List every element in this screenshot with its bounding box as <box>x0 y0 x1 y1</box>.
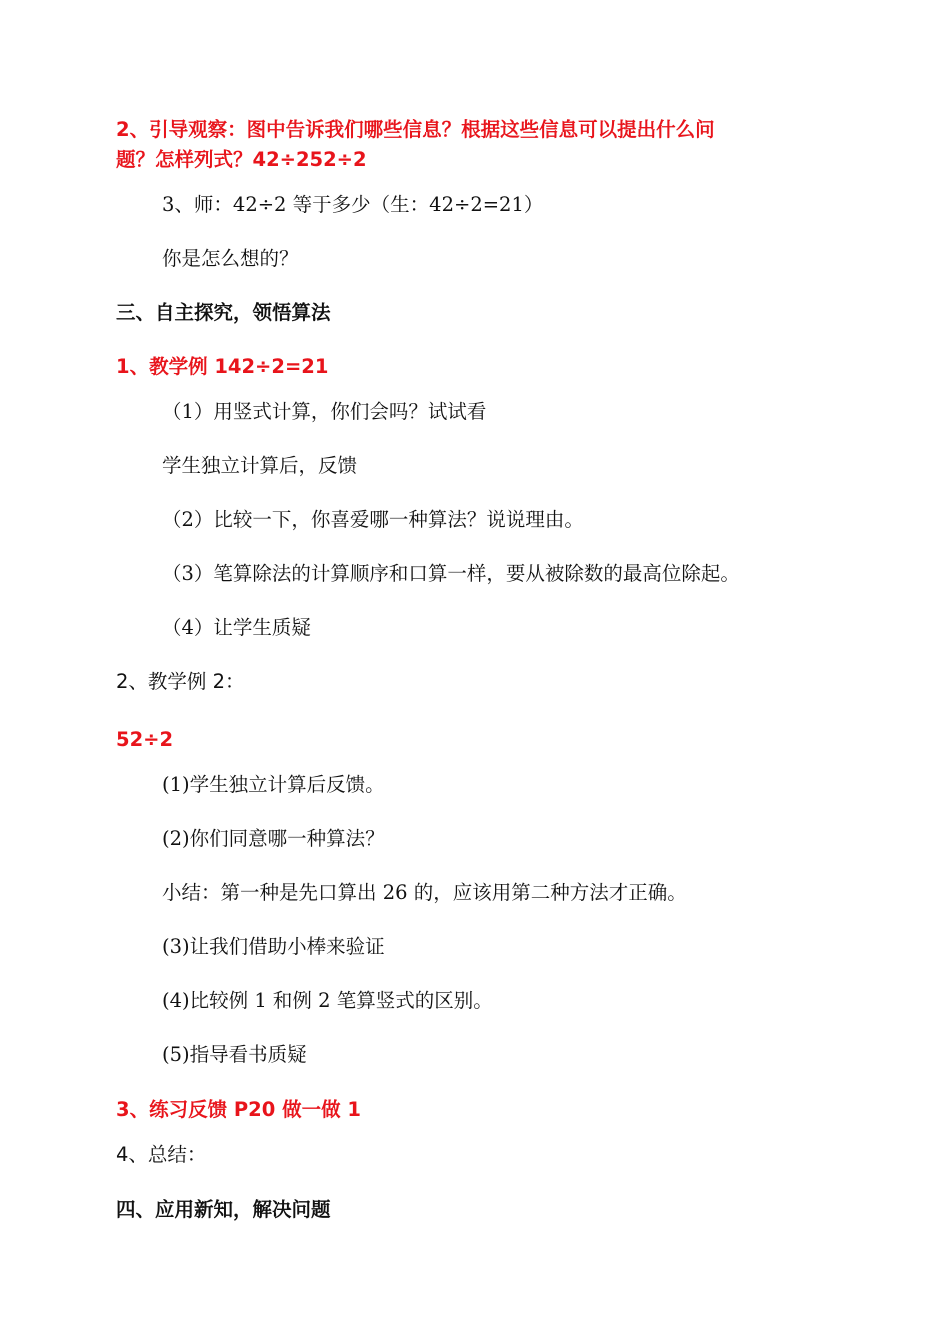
sub-item-4-compare-examples: (4)比较例 1 和例 2 笔算竖式的区别。 <box>162 989 493 1012</box>
item-2-compare: （2）比较一下，你喜爱哪一种算法？说说理由。 <box>162 508 584 531</box>
teach-example-2-heading: 2、教学例 2： <box>116 670 245 693</box>
sub-item-1-feedback: (1)学生独立计算后反馈。 <box>162 773 385 796</box>
sub-item-5-read-book: (5)指导看书质疑 <box>162 1043 307 1066</box>
teach-example-1-heading: 1、教学例 142÷2=21 <box>116 355 329 378</box>
step-2-guide-observation-line-2: 题？怎样列式？42÷252÷2 <box>116 148 367 171</box>
example-2-expression: 52÷2 <box>116 728 174 751</box>
item-3-division-order: （3）笔算除法的计算顺序和口算一样，要从被除数的最高位除起。 <box>162 562 740 585</box>
item-1-vertical-calculation: （1）用竖式计算，你们会吗？试试看 <box>162 400 487 423</box>
students-calculate-feedback: 学生独立计算后，反馈 <box>162 454 358 477</box>
practice-feedback-heading: 3、练习反馈 P20 做一做 1 <box>116 1098 361 1121</box>
sub-item-3-sticks: (3)让我们借助小棒来验证 <box>162 935 385 958</box>
section-4-heading: 四、应用新知，解决问题 <box>116 1198 331 1221</box>
step-3-teacher-question: 3、师：42÷2 等于多少（生：42÷2=21） <box>162 193 544 216</box>
sub-item-2-agree: (2)你们同意哪一种算法？ <box>162 827 385 850</box>
item-4-questions: （4）让学生质疑 <box>162 616 311 639</box>
summary-heading: 4、总结： <box>116 1143 207 1166</box>
summary-line: 小结：第一种是先口算出 26 的，应该用第二种方法才正确。 <box>162 881 687 904</box>
how-did-you-think: 你是怎么想的？ <box>162 247 299 270</box>
step-2-guide-observation-line-1: 2、引导观察：图中告诉我们哪些信息？根据这些信息可以提出什么问 <box>116 118 715 141</box>
section-3-heading: 三、自主探究，领悟算法 <box>116 301 331 324</box>
